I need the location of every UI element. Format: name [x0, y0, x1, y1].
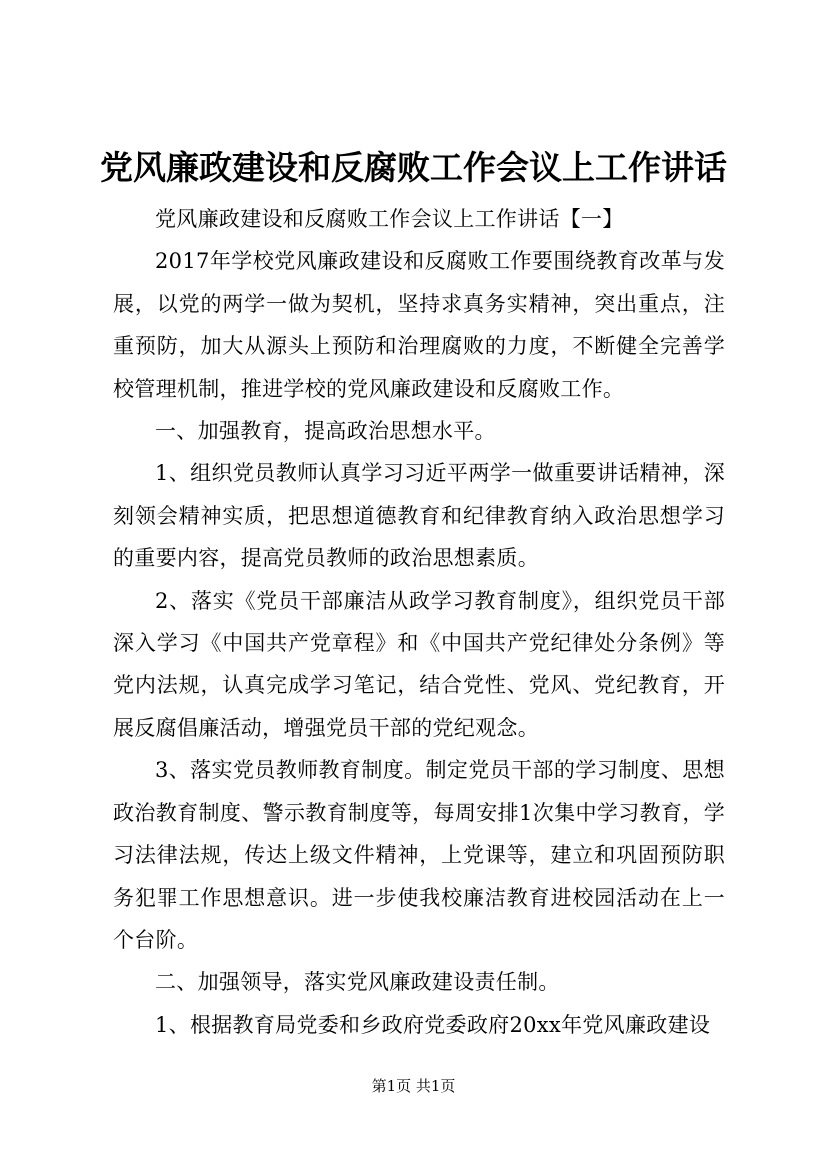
- page-number-footer: 第1页 共1页: [371, 1077, 456, 1095]
- section-heading-1: 一、加强教育，提高政治思想水平。: [155, 419, 496, 444]
- item-paragraph-2: 2、落实《党员干部廉洁从政学习教育制度》，组织党员干部深入学习《中国共产党章程》和《中国共产党纪律处分条例》等党内法规，认真完成学习笔记，结合党性、党风、党纪教育，开展反腐倡廉活动，增强党员干部的党纪观念。: [113, 588, 725, 740]
- page-title: 党风廉政建设和反腐败工作会议上工作讲话: [100, 148, 727, 187]
- subtitle-paragraph: 党风廉政建设和反腐败工作会议上工作讲话【一】: [155, 207, 624, 231]
- document-body: [113, 198, 725, 1046]
- item-paragraph-1: 1、组织党员教师认真学习习近平两学一做重要讲话精神，深刻领会精神实质，把思想道德教育和纪律教育纳入政治思想学习的重要内容，提高党员教师的政治思想素质。: [113, 461, 725, 571]
- section-heading-2: 二、加强领导，落实党风廉政建设责任制。: [155, 970, 560, 995]
- item-paragraph-3: 3、落实党员教师教育制度。制定党员干部的学习制度、思想政治教育制度、警示教育制度等，每周安排1次集中学习教育，学习法律法规，传达上级文件精神，上党课等，建立和巩固预防职务犯罪工作思想意识。进一步使我校廉洁教育进校园活动在上一个台阶。: [113, 758, 725, 952]
- intro-paragraph: 2017年学校党风廉政建设和反腐败工作要围绕教育改革与发展，以党的两学一做为契机，坚持求真务实精神，突出重点，注重预防，加大从源头上预防和治理腐败的力度，不断健全完善学校管理机制，推进学校的党风廉政建设和反腐败工作。: [113, 249, 725, 401]
- item-paragraph-4: 1、根据教育局党委和乡政府党委政府20xx年党风廉政建设: [155, 1012, 711, 1037]
